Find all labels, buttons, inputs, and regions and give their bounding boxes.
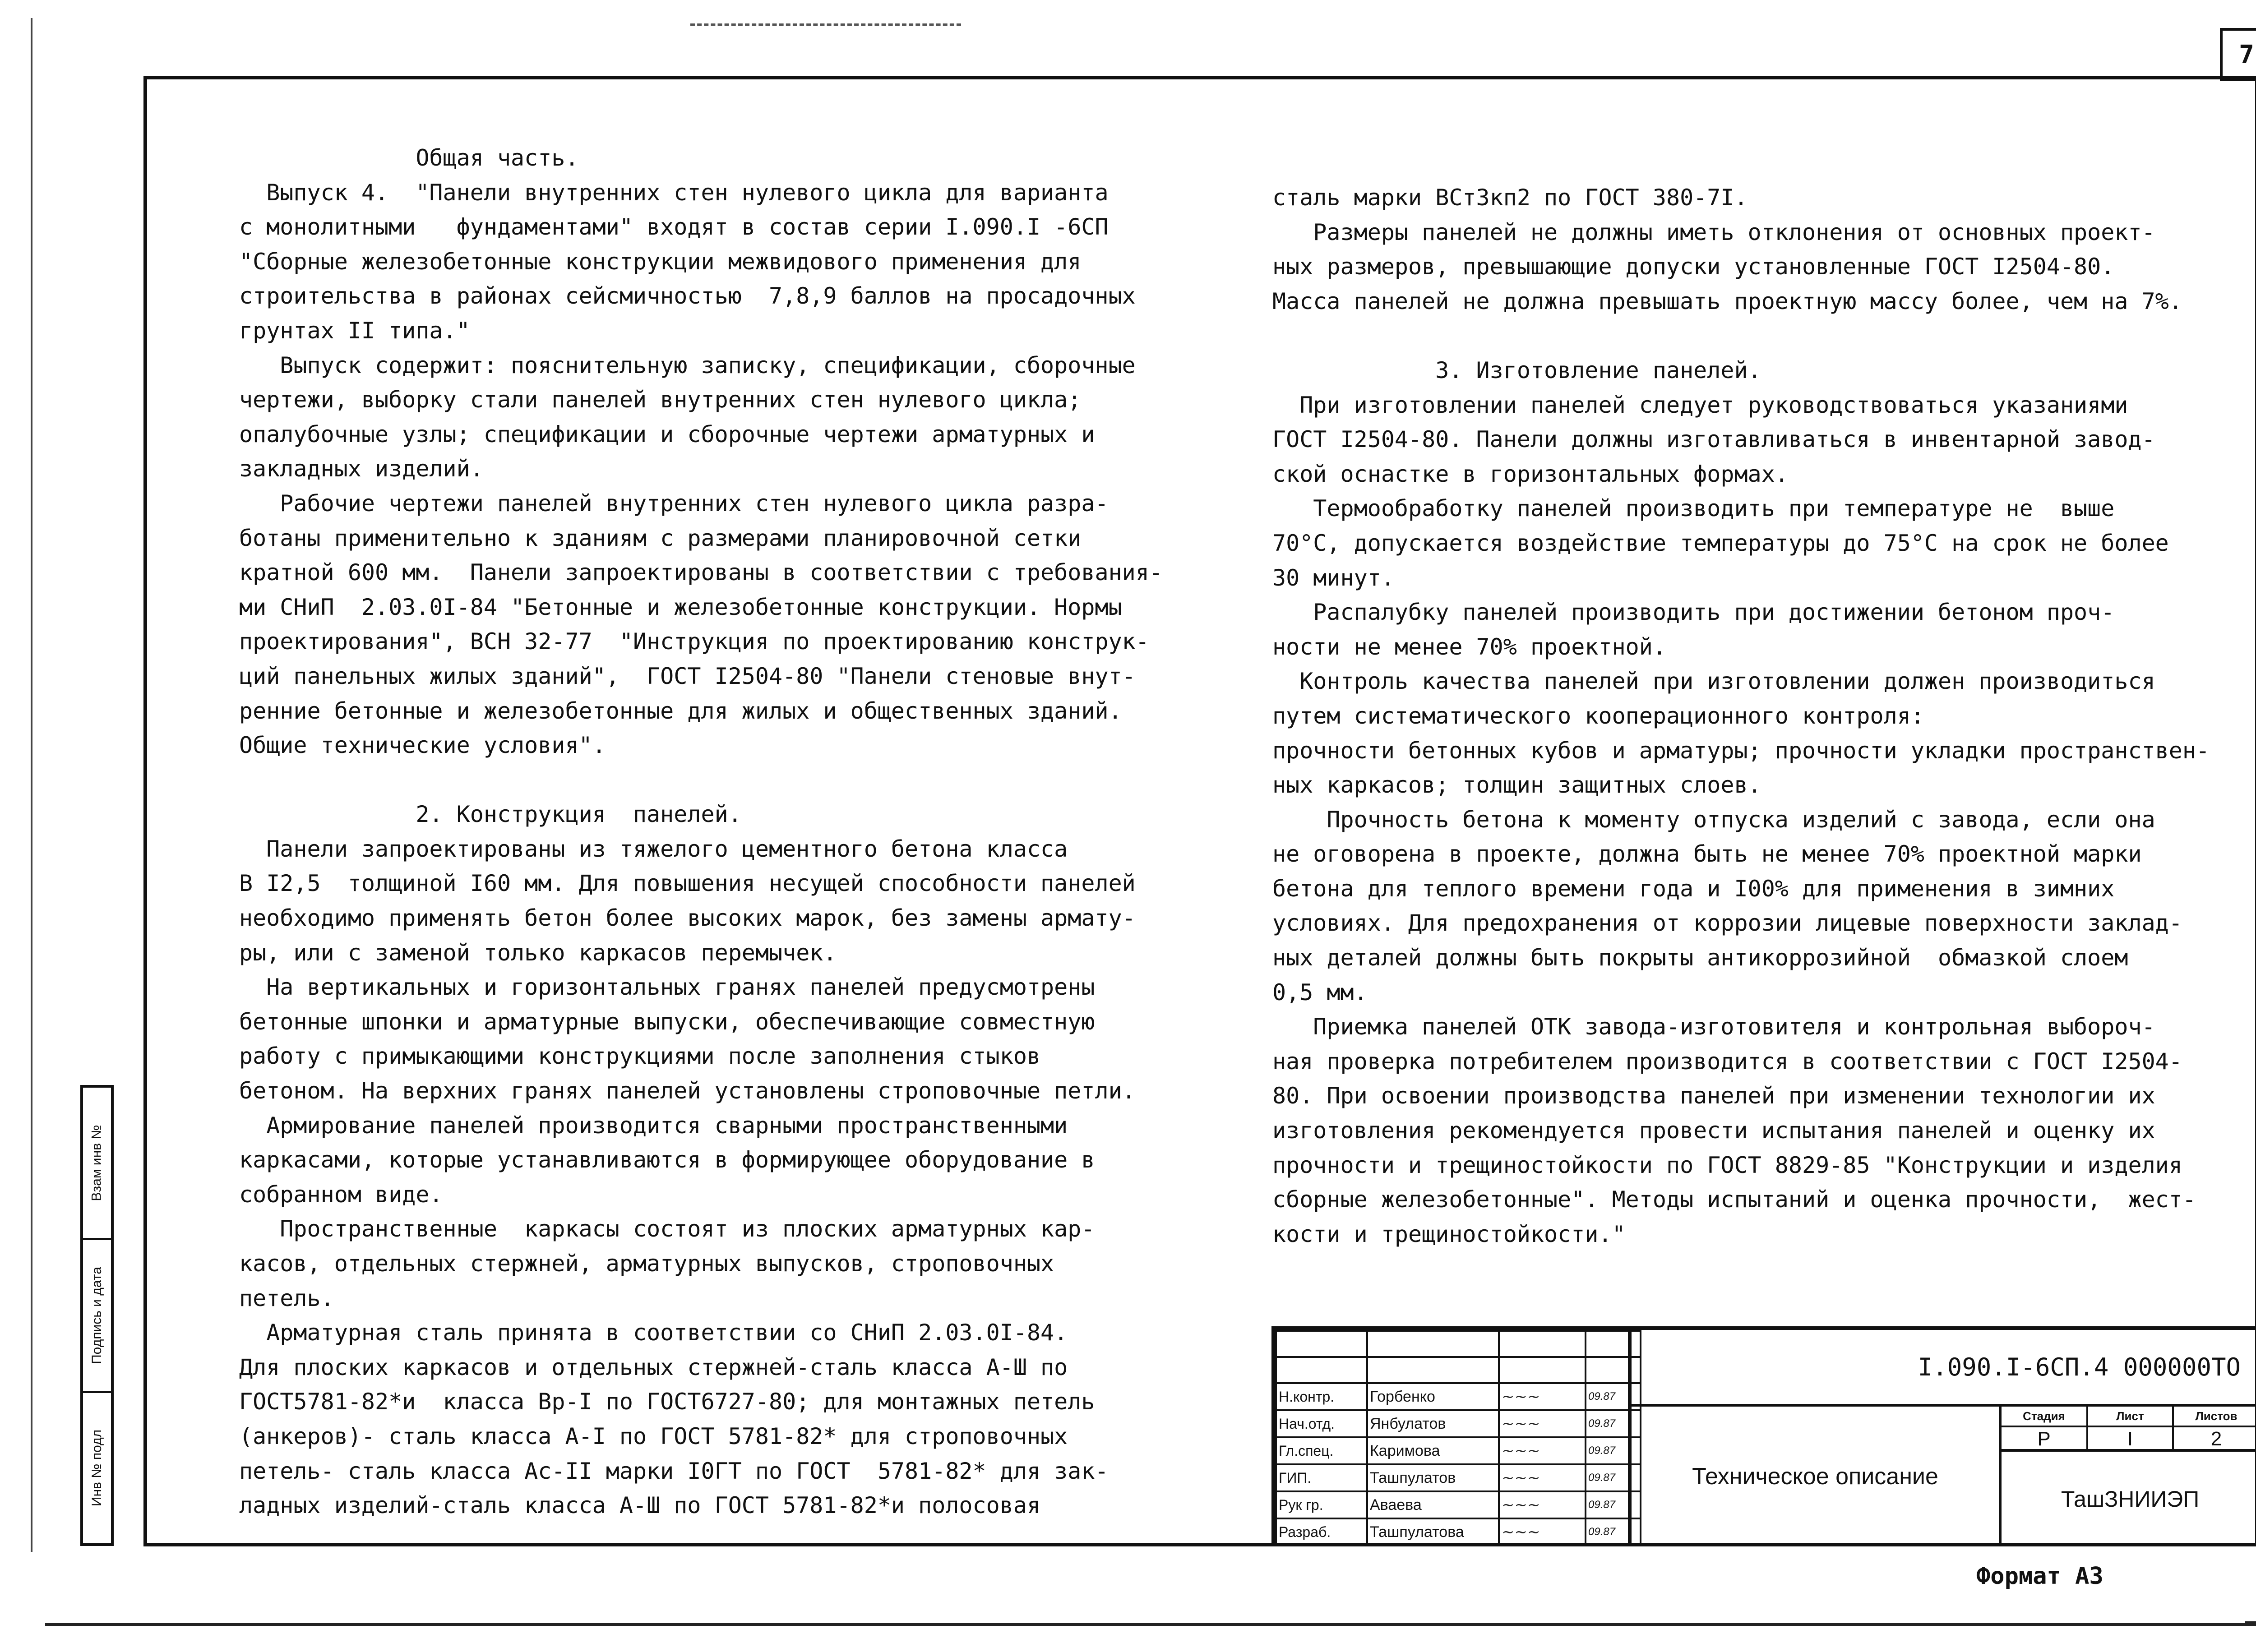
text-line: Общая часть. <box>239 145 579 171</box>
text-line: Выпуск содержит: пояснительную записку, спецификации, сборочные <box>239 352 1136 378</box>
text-line: строительства в районах сейсмичностью 7,8,9 баллов на просадочных <box>239 283 1136 309</box>
text-line: касов, отдельных стержней, арматурных выпусков, строповочных <box>239 1251 1054 1277</box>
text-line: прочности и трещиностойкости по ГОСТ 8829-85 "Конструкции и изделия <box>1272 1152 2182 1178</box>
text-line: бетона для теплого времени года и I00% для применения в зимних <box>1272 875 2115 902</box>
signature-row: Рук гр. Аваева ~~~ 09.87 <box>1276 1491 1641 1518</box>
text-line: с монолитными фундаментами" входят в состав серии I.090.I -6СП <box>239 214 1109 240</box>
right-text-column <box>1272 180 2210 1251</box>
text-line: Термообработку панелей производить при температуре не выше <box>1272 495 2115 522</box>
text-line <box>1272 318 2210 353</box>
signature-mark: ~~~ <box>1502 1388 1540 1406</box>
text-line: Распалубку панелей производить при достижении бетоном проч- <box>1272 599 2115 626</box>
signature-row: ГИП. Ташпулатов ~~~ 09.87 <box>1276 1464 1641 1491</box>
stage-sheet-table <box>2002 1407 2256 1452</box>
text-line: собранном виде. <box>239 1181 443 1208</box>
text-line: В I2,5 толщиной I60 мм. Для повышения несущей способности панелей <box>239 870 1136 897</box>
stamp-cell-replace-inv: Взам инв № <box>83 1088 111 1240</box>
text-line: кости и трещиностойкости." <box>1272 1221 1626 1247</box>
text-line: Масса панелей не должна превышать проектную массу более, чем на 7%. <box>1272 288 2182 314</box>
text-line: ры, или с заменой только каркасов перемычек. <box>239 939 837 966</box>
signature-row: Нач.отд. Янбулатов ~~~ 09.87 <box>1276 1410 1641 1437</box>
text-line: Выпуск 4. "Панели внутренних стен нулевого цикла для варианта <box>239 179 1109 206</box>
text-line: Панели запроектированы из тяжелого цементного бетона класса <box>239 835 1068 862</box>
text-line: ная проверка потребителем производится в соответствии с ГОСТ I2504- <box>1272 1048 2182 1075</box>
text-line: ций панельных жилых зданий", ГОСТ I2504-80 "Панели стеновые внут- <box>239 663 1136 689</box>
signature-row: Гл.спец. Каримова ~~~ 09.87 <box>1276 1437 1641 1464</box>
text-line: Рабочие чертежи панелей внутренних стен нулевого цикла разра- <box>239 490 1109 517</box>
text-line: На вертикальных и горизонтальных гранях панелей предусмотрены <box>239 974 1095 1001</box>
text-line: ности не менее 70% проектной. <box>1272 633 1666 660</box>
signature-mark: ~~~ <box>1502 1469 1540 1487</box>
text-line: ботаны применительно к зданиям с размерами планировочной сетки <box>239 525 1082 551</box>
text-line: ных деталей должны быть покрыты антикоррозийной обмазкой слоем <box>1272 945 2128 971</box>
text-line: работу с примыкающими конструкциями после заполнения стыков <box>239 1043 1041 1070</box>
text-line: путем систематического кооперационного контроля: <box>1272 702 1924 729</box>
text-line: необходимо применять бетон более высоких марок, без замены армату- <box>239 905 1136 932</box>
stage-header: Стадия <box>2002 1407 2087 1426</box>
signature-grid <box>1275 1330 1632 1546</box>
text-line: "Сборные железобетонные конструкции межвидового применения для <box>239 248 1082 275</box>
text-line: грунтах II типа." <box>239 317 470 344</box>
text-line: ладных изделий-сталь класса А-Ш по ГОСТ 5781-82*и полосовая <box>239 1492 1041 1519</box>
text-line: ных каркасов; толщин защитных слоев. <box>1272 772 1761 798</box>
document-description: Техническое описание <box>1632 1407 2002 1546</box>
text-line: ской оснастке в горизонтальных формах. <box>1272 461 1789 487</box>
text-line: прочности бетонных кубов и арматуры; прочности укладки пространствен- <box>1272 737 2210 764</box>
organization-name: ТашЗНИИЭП <box>2061 1486 2200 1512</box>
format-label: Формат А3 <box>1976 1563 2103 1590</box>
text-line: Общие технические условия". <box>239 732 606 759</box>
binding-margin-line <box>31 18 32 1552</box>
text-line: Для плоских каркасов и отдельных стержней-сталь класса А-Ш по <box>239 1354 1068 1380</box>
text-line: Прочность бетона к моменту отпуска изделий с завода, если она <box>1272 806 2155 833</box>
text-line: закладных изделий. <box>239 456 484 482</box>
text-line: ренние бетонные и железобетонные для жилых и общественных зданий. <box>239 697 1122 724</box>
text-line: ГОСТ I2504-80. Панели должны изготавливаться в инвентарной завод- <box>1272 426 2155 453</box>
text-line: (анкеров)- сталь класса А-I по ГОСТ 5781-82* для строповочных <box>239 1423 1068 1449</box>
text-line: каркасами, которые устанавливаются в формирующее оборудование в <box>239 1147 1095 1173</box>
text-line: бетонные шпонки и арматурные выпуски, обеспечивающие совместную <box>239 1008 1095 1035</box>
stamp-cell-inv-original: Инв № подл <box>89 1430 105 1507</box>
text-line: изготовления рекомендуется провести испытания панелей и оценку их <box>1272 1117 2155 1144</box>
text-line: ми СНиП 2.03.0I-84 "Бетонные и железобетонные конструкции. Нормы <box>239 594 1122 620</box>
text-line: 2. Конструкция панелей. <box>239 801 742 828</box>
text-line <box>239 763 1163 798</box>
text-line: чертежи, выборку стали панелей внутренних стен нулевого цикла; <box>239 387 1082 413</box>
text-line: 30 минут. <box>1272 564 1395 591</box>
text-line: условиях. Для предохранения от коррозии лицевые поверхности заклад- <box>1272 910 2182 937</box>
text-line: Армирование панелей производится сварными пространственными <box>239 1112 1068 1139</box>
text-line: петель- сталь класса Ас-II марки I0ГТ по ГОСТ 5781-82* для зак- <box>239 1458 1109 1484</box>
sheets-header: Листов <box>2173 1407 2256 1426</box>
text-line: сталь марки ВСт3кп2 по ГОСТ 380-7I. <box>1272 185 1748 211</box>
text-line: ных размеров, превышающие допуски установленные ГОСТ I2504-80. <box>1272 254 2115 280</box>
left-text-column <box>239 141 1163 1523</box>
signature-mark: ~~~ <box>1502 1496 1540 1514</box>
signature-mark: ~~~ <box>1502 1523 1540 1541</box>
text-line: проектирования", ВСН 32-77 "Инструкция по проектированию конструк- <box>239 628 1149 655</box>
text-line: не оговорена в проекте, должна быть не менее 70% проектной марки <box>1272 841 2142 868</box>
signature-row: Разраб. Ташпулатова ~~~ 09.87 <box>1276 1518 1641 1546</box>
signature-row: Н.контр. Горбенко ~~~ 09.87 <box>1276 1383 1641 1410</box>
left-margin-stamp <box>80 1085 114 1546</box>
text-line: 3. Изготовление панелей. <box>1272 357 1761 383</box>
document-code: I.090.I-6СП.4 000000ТО <box>1632 1330 2256 1407</box>
text-line: сборные железобетонные". Методы испытаний и оценка прочности, жест- <box>1272 1186 2196 1213</box>
text-line: Арматурная сталь принята в соответствии со СНиП 2.03.0I-84. <box>239 1320 1068 1346</box>
text-line: Размеры панелей не должны иметь отклонения от основных проект- <box>1272 219 2155 245</box>
text-line: При изготовлении панелей следует руководствоваться указаниями <box>1272 392 2128 418</box>
text-line: ГОСТ5781-82*и класса Вр-I по ГОСТ6727-80; для монтажных петель <box>239 1389 1095 1415</box>
text-line: 0,5 мм. <box>1272 979 1368 1006</box>
sheets-value: 2 <box>2173 1426 2256 1451</box>
stamp-cell-signature-date: Подпись и дата <box>83 1240 111 1393</box>
signature-mark: ~~~ <box>1502 1415 1540 1433</box>
text-line: 80. При освоении производства панелей при изменении технологии их <box>1272 1083 2155 1109</box>
text-line: опалубочные узлы; спецификации и сборочные чертежи арматурных и <box>239 421 1095 448</box>
page-number: 7 <box>2220 28 2256 81</box>
signature-mark: ~~~ <box>1502 1442 1540 1460</box>
sheet-header: Лист <box>2087 1407 2173 1426</box>
text-line: петель. <box>239 1285 334 1311</box>
text-line: Приемка панелей ОТК завода-изготовителя и контрольная выбороч- <box>1272 1014 2155 1040</box>
bottom-border-line <box>45 1623 2256 1626</box>
title-block <box>1271 1326 2256 1546</box>
top-dash-mark <box>690 23 961 28</box>
text-line: Контроль качества панелей при изготовлении должен производиться <box>1272 668 2155 695</box>
sheet-value: I <box>2087 1426 2173 1451</box>
text-line: бетоном. На верхних гранях панелей установлены строповочные петли. <box>239 1078 1136 1104</box>
text-line: Пространственные каркасы состоят из плоских арматурных кар- <box>239 1216 1095 1242</box>
text-line: кратной 600 мм. Панели запроектированы в соответствии с требования- <box>239 559 1163 586</box>
stage-value: Р <box>2037 1428 2051 1450</box>
text-line: 70°С, допускается воздействие температуры до 75°С на срок не более <box>1272 530 2169 556</box>
